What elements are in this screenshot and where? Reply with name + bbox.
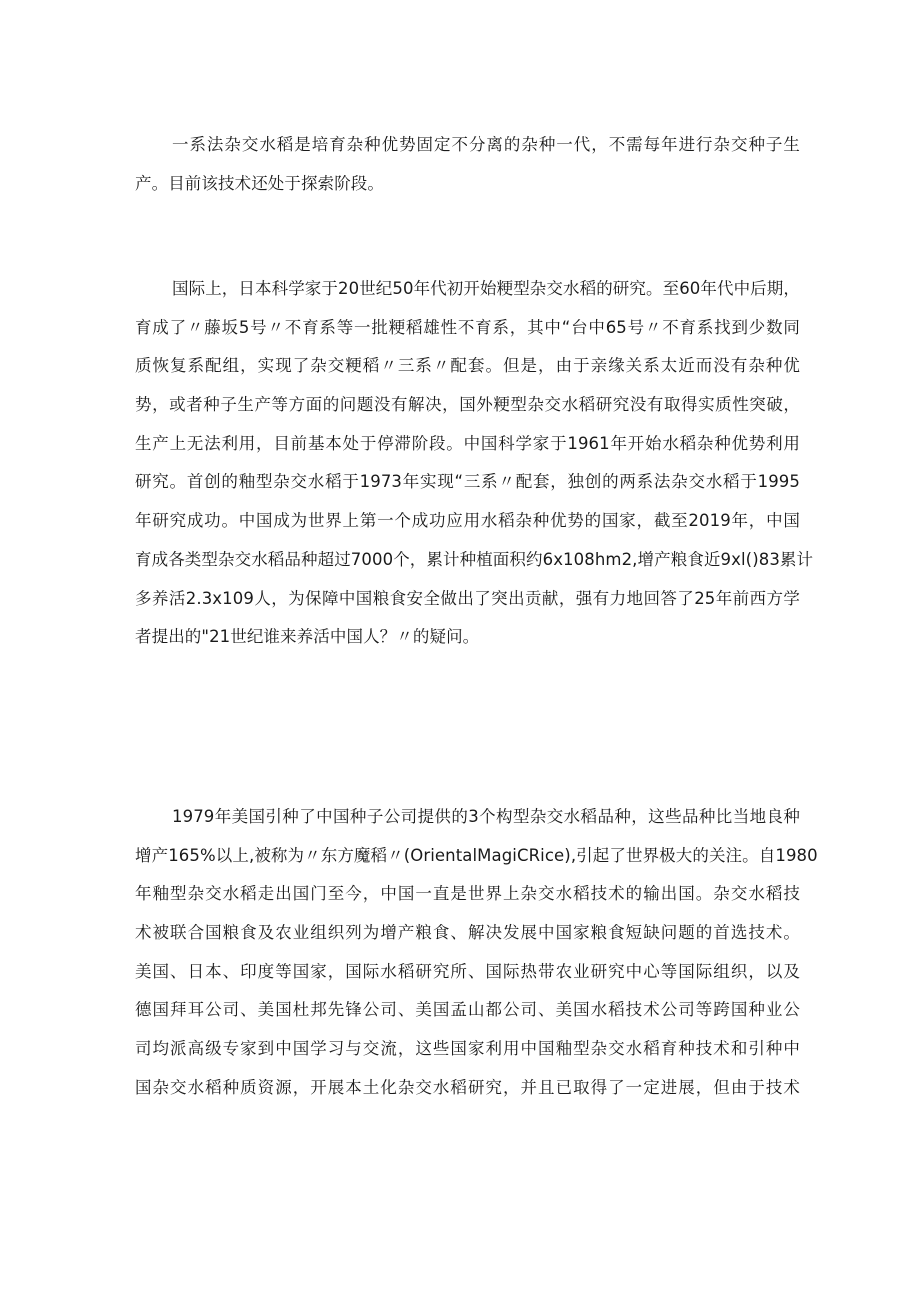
text-line: 势，或者种子生产等方面的问题没有解决，国外粳型杂交水稻研究没有取得实质性突破，: [135, 395, 800, 415]
paragraph-technology-export: [135, 798, 818, 1108]
text-line: 司均派高级专家到中国学习与交流，这些国家利用中国釉型杂交水稻育种技术和引种中: [135, 1039, 800, 1059]
text-line: 术被联合国粮食及农业组织列为增产粮食、解决发展中国家粮食短缺问题的首选技术。: [135, 923, 800, 943]
paragraph-international-research: [135, 270, 814, 657]
text-line: 研究。首创的釉型杂交水稻于1973年实现“三系〃配套，独创的两系法杂交水稻于1995: [135, 472, 800, 492]
text-line: 国杂交水稻种质资源，开展本土化杂交水稻研究，并且已取得了一定进展，但由于技术: [135, 1077, 800, 1097]
text-line: 生产上无法利用，目前基本处于停滞阶段。中国科学家于1961年开始水稻杂种优势利用: [135, 433, 800, 453]
text-line: 育成各类型杂交水稻品种超过7000个，累计种植面积约6x108hm2,增产粮食近9xl()83累计: [135, 549, 814, 569]
text-line: 年釉型杂交水稻走出国门至今，中国一直是世界上杂交水稻技术的输出国。杂交水稻技: [135, 884, 800, 904]
text-line: 年研究成功。中国成为世界上第一个成功应用水稻杂种优势的国家，截至2019年，中国: [135, 511, 800, 531]
text-line: 者提出的"21世纪谁来养活中国人？〃的疑问。: [135, 627, 480, 647]
text-line: 美国、日本、印度等国家，国际水稻研究所、国际热带农业研究中心等国际组织，以及: [135, 961, 800, 981]
text-line: 德国拜耳公司、美国杜邦先锋公司、美国孟山都公司、美国水稻技术公司等跨国种业公: [135, 1000, 800, 1020]
text-line: 产。目前该技术还处于探索阶段。: [135, 173, 384, 193]
text-line: 国际上，日本科学家于20世纪50年代初开始粳型杂交水稻的研究。至60年代中后期，: [172, 279, 800, 298]
text-line: 质恢复系配组，实现了杂交粳稻〃三系〃配套。但是，由于亲缘关系太近而没有杂种优: [135, 356, 800, 376]
text-line: 1979年美国引种了中国种子公司提供的3个构型杂交水稻品种，这些品种比当地良种: [172, 807, 800, 826]
text-line: 育成了〃藤坂5号〃不育系等一批粳稻雄性不育系，其中“台中65号〃不育系找到少数同: [135, 317, 800, 337]
paragraph-one-line-method: [135, 126, 800, 203]
text-line: 增产165%以上,被称为〃东方魔稻〃(OrientalMagiCRice),引起了世界极大的关注。自1980: [135, 845, 818, 865]
text-line: 多养活2.3x109人，为保障中国粮食安全做出了突出贡献，强有力地回答了25年前西方学: [135, 588, 800, 608]
text-line: 一系法杂交水稻是培育杂种优势固定不分离的杂种一代，不需每年进行杂交种子生: [172, 135, 800, 154]
